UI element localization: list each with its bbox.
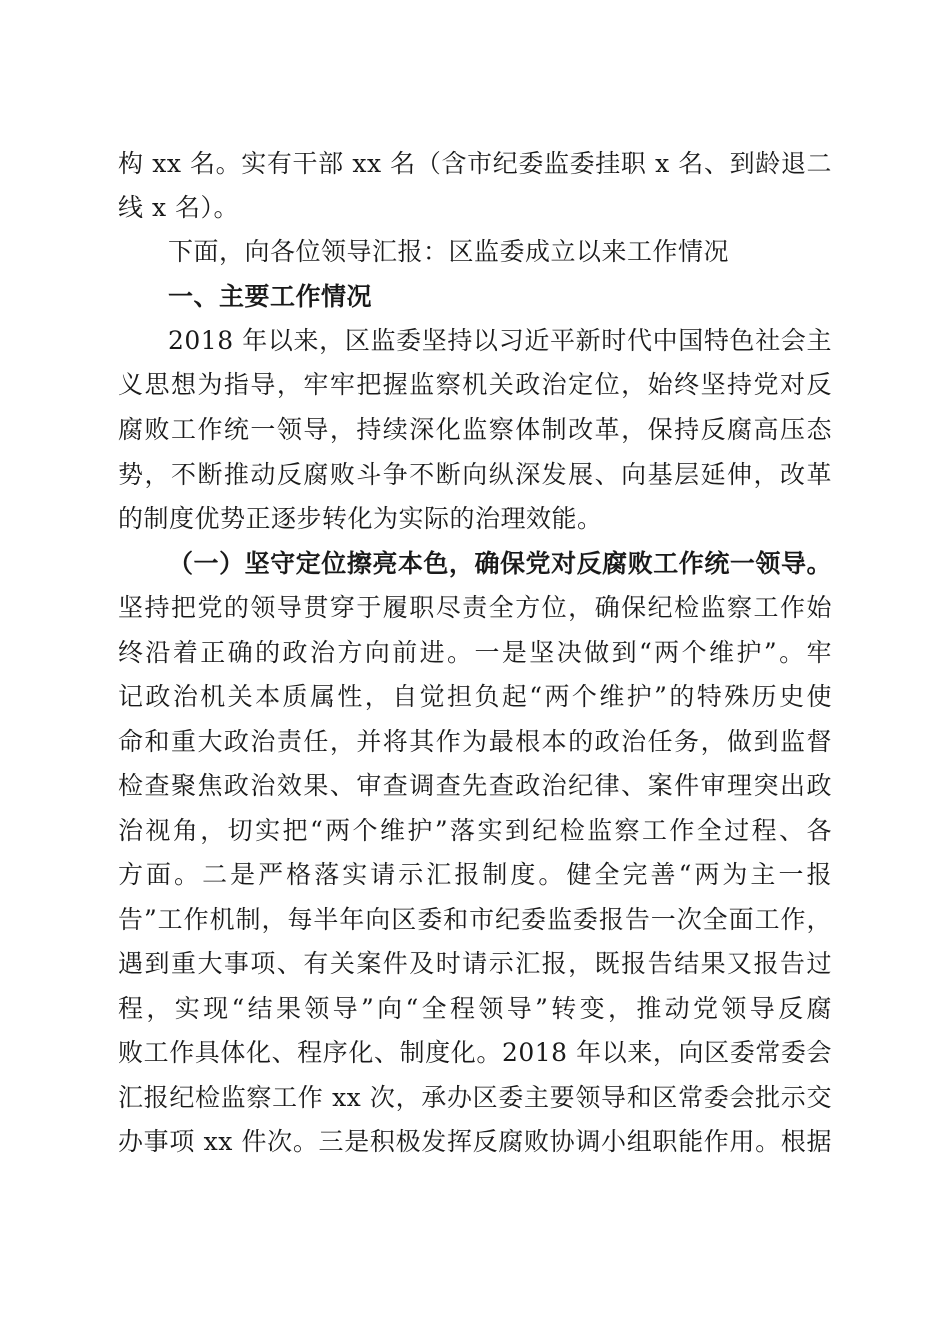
- text-line-20: 程，实现“结果领导”向“全程领导”转变，推动党领导反腐: [118, 994, 832, 1023]
- text-line-16: 治视角，切实把“两个维护”落实到纪检监察工作全过程、各: [118, 816, 832, 845]
- text-line-21: 败工作具体化、程序化、制度化。2018 年以来，向区委常委会: [118, 1038, 832, 1067]
- text-line-6: 义思想为指导，牢牢把握监察机关政治定位，始终坚持党对反: [118, 370, 832, 399]
- text-line-14: 命和重大政治责任，并将其作为最根本的政治任务，做到监督: [118, 727, 832, 756]
- text-line-15: 检查聚焦政治效果、审查调查先查政治纪律、案件审理突出政: [118, 771, 832, 800]
- text-line-11: 坚持把党的领导贯穿于履职尽责全方位，确保纪检监察工作始: [118, 593, 832, 622]
- text-line-12: 终沿着正确的政治方向前进。一是坚决做到“两个维护”。牢: [118, 638, 832, 667]
- text-line-17: 方面。二是严格落实请示汇报制度。健全完善“两为主一报: [118, 860, 832, 889]
- text-line-23: 办事项 xx 件次。三是积极发挥反腐败协调小组职能作用。根据: [118, 1127, 832, 1156]
- section-heading: 一、主要工作情况: [168, 282, 373, 311]
- text-line-9: 的制度优势正逐步转化为实际的治理效能。: [118, 504, 603, 533]
- text-line-2: 线 x 名）。: [118, 193, 239, 222]
- text-line-7: 腐败工作统一领导，持续深化监察体制改革，保持反腐高压态: [118, 415, 832, 444]
- text-line-18: 告”工作机制，每半年向区委和市纪委监委报告一次全面工作，: [118, 905, 832, 934]
- text-line-19: 遇到重大事项、有关案件及时请示汇报，既报告结果又报告过: [118, 949, 832, 978]
- text-line-5: 2018 年以来，区监委坚持以习近平新时代中国特色社会主: [168, 326, 832, 355]
- subsection-heading: （一）坚守定位擦亮本色，确保党对反腐败工作统一领导。: [168, 549, 832, 578]
- text-line-13: 记政治机关本质属性，自觉担负起“两个维护”的特殊历史使: [118, 682, 832, 711]
- text-line-1: 构 xx 名。实有干部 xx 名（含市纪委监委挂职 x 名、到龄退二: [118, 149, 832, 178]
- text-line-22: 汇报纪检监察工作 xx 次，承办区委主要领导和区常委会批示交: [118, 1083, 832, 1112]
- text-line-8: 势，不断推动反腐败斗争不断向纵深发展、向基层延伸，改革: [118, 460, 832, 489]
- text-line-3: 下面，向各位领导汇报：区监委成立以来工作情况: [168, 237, 730, 266]
